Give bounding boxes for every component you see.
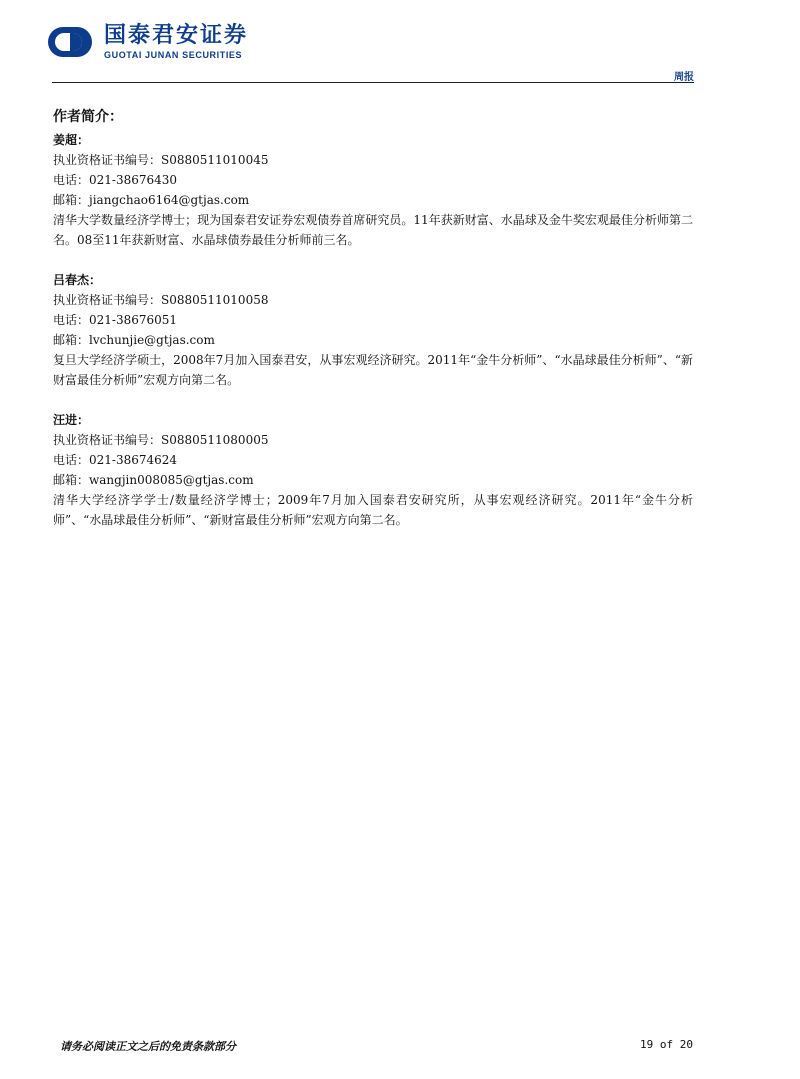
author-bio: 清华大学经济学学士/数量经济学博士；2009年7月加入国泰君安研究所，从事宏观经济研究。2011年“金牛分析师”、“水晶球最佳分析师”、“新财富最佳分析师”宏观方向第二名。	[53, 493, 693, 527]
report-type-label: 周报	[674, 72, 694, 83]
author-name: 吕春杰：	[53, 273, 102, 287]
author-bio: 复旦大学经济学硕士，2008年7月加入国泰君安，从事宏观经济研究。2011年“金牛分析师”、“水晶球最佳分析师”、“新财富最佳分析师”宏观方向第二名。	[53, 353, 693, 387]
author-email: 邮箱：jiangchao6164@gtjas.com	[53, 193, 250, 207]
author-name: 汪进：	[53, 413, 90, 427]
author-section	[53, 106, 693, 550]
author-license: 执业资格证书编号：S0880511080005	[53, 433, 269, 447]
author-bio: 清华大学数量经济学博士；现为国泰君安证券宏观债券首席研究员。11年获新财富、水晶球及金牛奖宏观最佳分析师第二名。08至11年获新财富、水晶球债券最佳分析师前三名。	[53, 213, 693, 247]
author-phone: 电话：021-38674624	[53, 453, 178, 467]
company-name-en: GUOTAI JUNAN SECURITIES	[104, 50, 243, 60]
author-block	[53, 130, 693, 250]
page-number: 19 of 20	[640, 1038, 693, 1051]
header-divider	[52, 82, 694, 83]
company-logo	[46, 24, 248, 60]
company-name-cn: 国泰君安证券	[104, 23, 249, 48]
footer-disclaimer: 请务必阅读正文之后的免责条款部分	[60, 1040, 236, 1053]
author-license: 执业资格证书编号：S0880511010045	[53, 153, 269, 167]
author-license: 执业资格证书编号：S0880511010058	[53, 293, 269, 307]
section-title: 作者简介：	[53, 109, 123, 125]
author-email: 邮箱：wangjin008085@gtjas.com	[53, 473, 254, 487]
author-name: 姜超：	[53, 133, 90, 147]
author-phone: 电话：021-38676051	[53, 313, 178, 327]
author-phone: 电话：021-38676430	[53, 173, 178, 187]
author-email: 邮箱：lvchunjie@gtjas.com	[53, 333, 215, 347]
author-block	[53, 270, 693, 390]
author-block	[53, 410, 693, 530]
company-logo-icon	[46, 25, 94, 59]
